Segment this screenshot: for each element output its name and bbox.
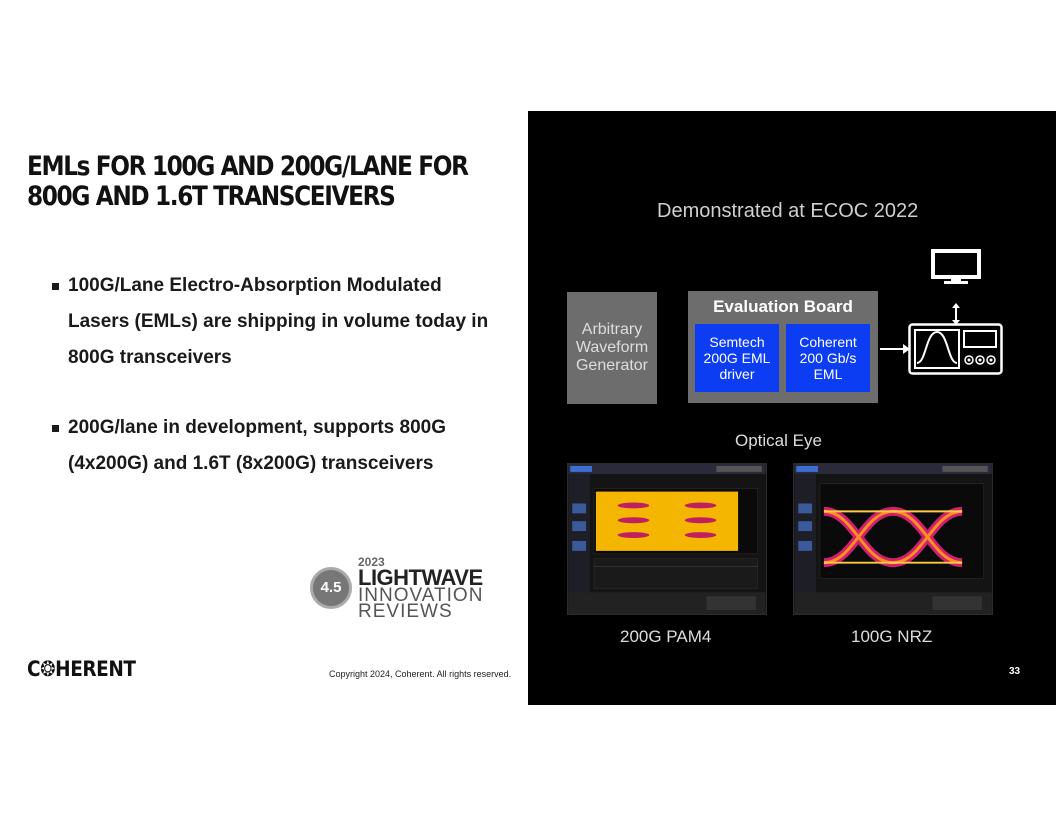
bullet-item: 200G/lane in development, supports 800G (4x200G) and 1.6T (8x200G) transceivers [50, 410, 500, 482]
bullet-item: 100G/Lane Electro-Absorption Modulated Lasers (EMLs) are shipping in volume today in 800G transceivers [50, 268, 500, 376]
panel-title: Demonstrated at ECOC 2022 [657, 200, 919, 222]
coherent-logo: C❂HERENT [27, 657, 136, 681]
page-number: 33 [1009, 666, 1021, 677]
semtech-driver-block: Semtech 200G EML driver [695, 324, 779, 392]
copyright-text: Copyright 2024, Coherent. All rights reserved. [329, 669, 512, 679]
coherent-eml-block: Coherent 200 Gb/s EML [786, 324, 870, 392]
award-line-3: REVIEWS [358, 601, 453, 622]
awg-block: Arbitrary Waveform Generator [567, 292, 657, 404]
award-score-badge: 4.5 [310, 567, 352, 609]
pam4-eye-screenshot [567, 463, 767, 615]
oscilloscope-icon [908, 323, 1003, 375]
award-line-1: LIGHTWAVE [358, 565, 483, 590]
demo-panel [528, 111, 1056, 705]
nrz-eye-screenshot [793, 463, 993, 615]
pam4-caption: 200G PAM4 [620, 627, 712, 646]
bullet-list [50, 268, 500, 482]
eval-board-title: Evaluation Board [713, 297, 853, 316]
title-line-2: 800G AND 1.6T TRANSCEIVERS [27, 181, 395, 212]
arrow-icon [880, 343, 910, 355]
optical-eye-label: Optical Eye [735, 431, 822, 450]
lightwave-award-logo [310, 555, 500, 622]
slide-title [27, 151, 468, 212]
award-year: 2023 [358, 555, 385, 569]
nrz-caption: 100G NRZ [851, 627, 933, 646]
title-line-1: EMLs FOR 100G AND 200G/LANE FOR [27, 151, 468, 182]
award-line-2: INNOVATION [358, 585, 484, 606]
evaluation-board [688, 291, 878, 403]
monitor-icon [931, 249, 981, 285]
double-arrow-icon [952, 303, 960, 325]
